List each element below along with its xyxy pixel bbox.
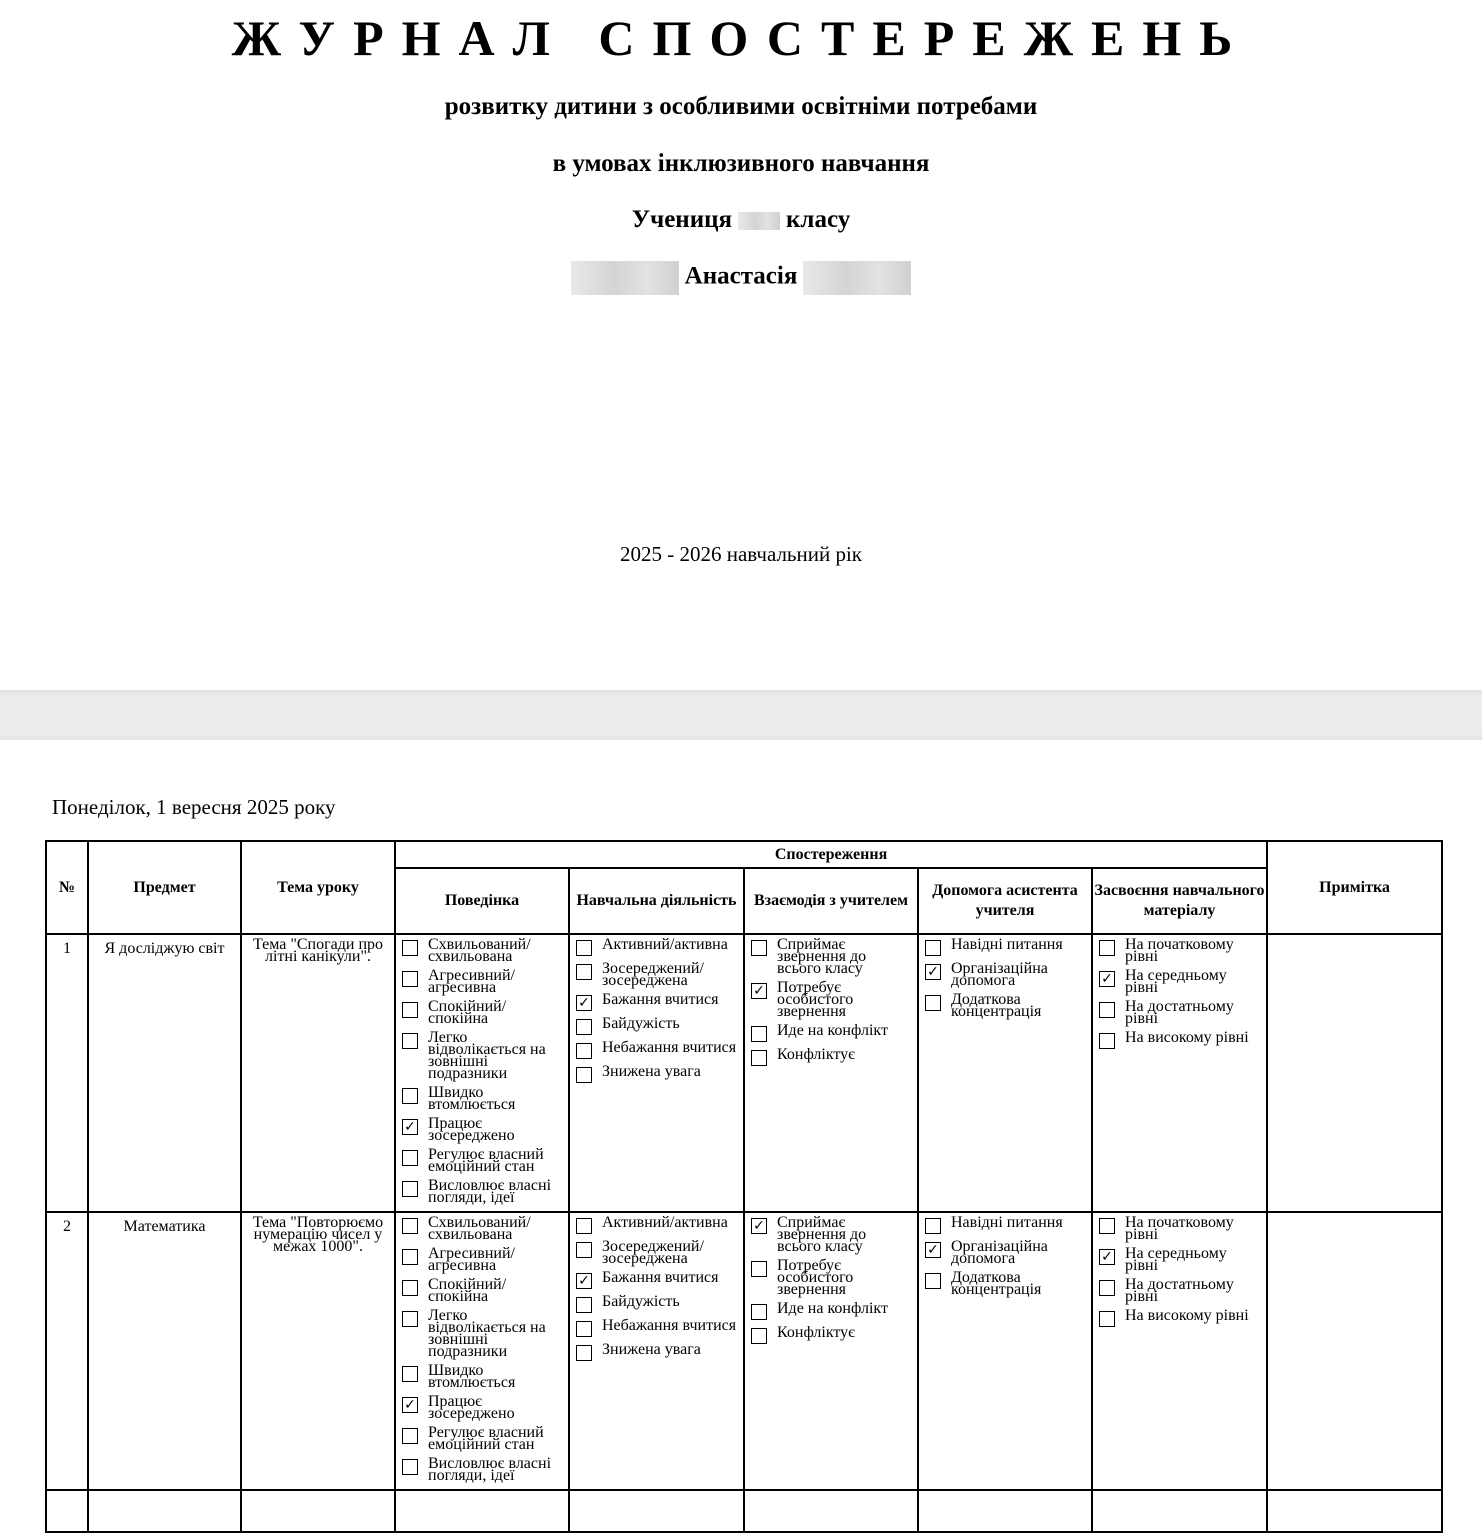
option-label: Сприймає звернення до всього класу [777,936,867,977]
checkbox-option[interactable] [1099,936,1260,965]
checkbox-option[interactable] [751,1257,911,1298]
cell-mastery [1092,934,1267,1212]
checked-checkbox-icon[interactable]: ✓ [751,1218,767,1234]
lesson-date: Понеділок, 1 вересня 2025 року [52,795,336,819]
checkbox-option[interactable] [576,1341,737,1361]
option-label: Знижена увага [602,1341,701,1358]
row-number: 1 [46,934,88,1212]
checkbox-option[interactable] [402,1424,562,1453]
checkbox-option[interactable] [402,1214,562,1243]
empty-checkbox-icon[interactable] [576,1297,592,1313]
option-label: Зосереджений/ зосереджена [602,960,704,989]
cell-behavior [395,1212,569,1490]
checkbox-option[interactable] [751,1022,911,1042]
subtitle-inclusive: в умовах інклюзивного навчання [552,150,930,177]
checked-checkbox-icon[interactable]: ✓ [1099,971,1115,987]
header-observations: Спостереження [395,841,1267,868]
option-label: На високому рівні [1125,1307,1249,1324]
option-label: Бажання вчитися [602,991,719,1008]
checkbox-option[interactable] [576,1063,737,1083]
empty-checkbox-icon[interactable] [576,1345,592,1361]
option-label: Небажання вчитися [602,1317,737,1334]
cell-mastery [1092,1212,1267,1490]
empty-checkbox-icon[interactable] [402,1311,418,1327]
checkbox-option[interactable] [576,1039,737,1059]
redacted-surname [571,261,679,295]
row-subject: Математика [88,1212,241,1490]
clipped-cell [1267,1490,1442,1532]
header-interaction: Взаємодія з учителем [744,868,918,934]
empty-checkbox-icon[interactable] [925,1273,941,1289]
table-row-clipped [46,1490,1442,1532]
checked-checkbox-icon[interactable]: ✓ [576,1273,592,1289]
empty-checkbox-icon[interactable] [402,1150,418,1166]
header-learning: Навчальна діяльність [569,868,744,934]
option-label: На достатньому рівні [1125,998,1234,1027]
row-topic: Тема "Повторюємо нумерацію чисел у межах 1000". [241,1212,395,1490]
checkbox-option[interactable] [925,1214,1085,1234]
header-topic: Тема уроку [241,841,395,934]
header-num: № [46,841,88,934]
checkbox-option[interactable] [576,1238,737,1267]
cell-behavior [395,934,569,1212]
empty-checkbox-icon[interactable] [925,1218,941,1234]
school-year: 2025 - 2026 навчальний рік [619,542,863,566]
option-label: Бажання вчитися [602,1269,719,1286]
clipped-cell [918,1490,1092,1532]
empty-checkbox-icon[interactable] [402,1428,418,1444]
option-label: Працює зосереджено [428,1393,515,1422]
checkbox-option[interactable] [925,1238,1085,1267]
checkbox-option[interactable] [925,991,1085,1020]
checkbox-option[interactable] [925,960,1085,989]
checked-checkbox-icon[interactable]: ✓ [402,1397,418,1413]
option-label: Небажання вчитися [602,1039,737,1056]
empty-checkbox-icon[interactable] [925,995,941,1011]
checkbox-option[interactable] [402,1245,562,1274]
option-label: Зосереджений/ зосереджена [602,1238,704,1267]
empty-checkbox-icon[interactable] [402,1459,418,1475]
table-row [46,1212,1442,1490]
student-suffix: класу [786,206,851,233]
empty-checkbox-icon[interactable] [1099,1311,1115,1327]
option-label: Працює зосереджено [428,1115,515,1144]
option-label: Організаційна допомога [951,1238,1048,1267]
checkbox-option[interactable] [925,936,1085,956]
checkbox-option[interactable] [402,1362,562,1391]
checkbox-option[interactable] [751,936,911,977]
checkbox-option[interactable] [1099,1276,1260,1305]
header-assistant: Допомога асистента учителя [918,868,1092,934]
empty-checkbox-icon[interactable] [751,1026,767,1042]
student-name: Анастасія [684,262,798,290]
option-label: Сприймає звернення до всього класу [777,1214,867,1255]
option-label: Додаткова концентрація [951,1269,1042,1298]
option-label: Спокійний/ спокійна [428,1276,507,1305]
empty-checkbox-icon[interactable] [751,1304,767,1320]
empty-checkbox-icon[interactable] [1099,1002,1115,1018]
page-separator [0,690,1482,740]
checkbox-option[interactable] [1099,1029,1260,1049]
observation-table [45,840,1443,1533]
empty-checkbox-icon[interactable] [576,1019,592,1035]
student-class-line [0,205,1482,235]
empty-checkbox-icon[interactable] [576,940,592,956]
redacted-patronymic [803,261,911,295]
row-subject: Я досліджую світ [88,934,241,1212]
empty-checkbox-icon[interactable] [925,940,941,956]
row-note [1267,1212,1442,1490]
clipped-cell [46,1490,88,1532]
checkbox-option[interactable] [576,1214,737,1234]
empty-checkbox-icon[interactable] [402,1088,418,1104]
checkbox-option[interactable] [576,1317,737,1337]
empty-checkbox-icon[interactable] [1099,1218,1115,1234]
empty-checkbox-icon[interactable] [1099,1033,1115,1049]
empty-checkbox-icon[interactable] [751,1328,767,1344]
row-note [1267,934,1442,1212]
empty-checkbox-icon[interactable] [1099,1280,1115,1296]
clipped-cell [88,1490,241,1532]
checkbox-option[interactable] [751,1214,911,1255]
checkbox-option[interactable] [751,979,911,1020]
option-label: Регулює власний емоційний стан [428,1146,544,1175]
checkbox-option[interactable] [576,991,737,1011]
empty-checkbox-icon[interactable] [576,1242,592,1258]
option-label: На середньому рівні [1125,1245,1227,1274]
empty-checkbox-icon[interactable] [576,1321,592,1337]
empty-checkbox-icon[interactable] [576,1043,592,1059]
checked-checkbox-icon[interactable]: ✓ [925,1242,941,1258]
option-label: Знижена увага [602,1063,701,1080]
option-label: На початковому рівні [1125,1214,1234,1243]
checked-checkbox-icon[interactable]: ✓ [751,983,767,999]
option-label: Навідні питання [951,1214,1063,1231]
option-label: Легко відволікається на зовнішні подразники [428,1029,546,1082]
option-label: Висловлює власні погляди, ідеї [428,1455,552,1484]
checkbox-option[interactable] [576,1293,737,1313]
checkbox-option[interactable] [402,1393,562,1422]
checkbox-option[interactable] [402,1146,562,1175]
option-label: Конфліктує [777,1046,856,1063]
row-number: 2 [46,1212,88,1490]
checkbox-option[interactable] [576,936,737,956]
checkbox-option[interactable] [402,1177,562,1206]
option-label: Иде на конфлікт [777,1300,888,1317]
cell-learning [569,934,744,1212]
cell-assistant [918,1212,1092,1490]
option-label: Агресивний/ агресивна [428,967,515,996]
redacted-class [738,212,780,230]
checkbox-option[interactable] [1099,1214,1260,1243]
empty-checkbox-icon[interactable] [751,1261,767,1277]
checkbox-option[interactable] [751,1324,911,1344]
checkbox-option[interactable] [751,1046,911,1066]
option-label: Потребує особистого звернення [777,979,854,1020]
cell-assistant [918,934,1092,1212]
checkbox-option[interactable] [576,960,737,989]
option-label: Організаційна допомога [951,960,1048,989]
option-label: Иде на конфлікт [777,1022,888,1039]
row-topic: Тема "Спогади про літні канікули". [241,934,395,1212]
checkbox-option[interactable] [1099,998,1260,1027]
checkbox-option[interactable] [402,998,562,1027]
student-name-line [0,261,1482,295]
option-label: На достатньому рівні [1125,1276,1234,1305]
checkbox-option[interactable] [402,967,562,996]
empty-checkbox-icon[interactable] [402,1218,418,1234]
checkbox-option[interactable] [1099,1245,1260,1274]
checkbox-option[interactable] [402,1307,562,1360]
cell-interaction [744,934,918,1212]
option-label: Легко відволікається на зовнішні подразники [428,1307,546,1360]
empty-checkbox-icon[interactable] [402,940,418,956]
checkbox-option[interactable] [402,1115,562,1144]
option-label: Активний/активна [602,1214,728,1231]
clipped-cell [241,1490,395,1532]
option-label: Швидко втомлюється [428,1362,516,1391]
option-label: Активний/активна [602,936,728,953]
option-label: На початковому рівні [1125,936,1234,965]
checkbox-option[interactable] [576,1015,737,1035]
option-label: На середньому рівні [1125,967,1227,996]
journal-page [0,740,1482,1484]
empty-checkbox-icon[interactable] [402,1280,418,1296]
clipped-cell [569,1490,744,1532]
checkbox-option[interactable] [402,1276,562,1305]
option-label: Потребує особистого звернення [777,1257,854,1298]
cell-interaction [744,1212,918,1490]
checked-checkbox-icon[interactable]: ✓ [1099,1249,1115,1265]
header-mastery: Засвоєння навчального матеріалу [1092,868,1267,934]
empty-checkbox-icon[interactable] [1099,940,1115,956]
empty-checkbox-icon[interactable] [402,1366,418,1382]
empty-checkbox-icon[interactable] [402,971,418,987]
checked-checkbox-icon[interactable]: ✓ [576,995,592,1011]
option-label: Агресивний/ агресивна [428,1245,515,1274]
checkbox-option[interactable] [576,1269,737,1289]
cell-learning [569,1212,744,1490]
option-label: Байдужість [602,1293,680,1310]
header-note: Примітка [1267,841,1442,934]
option-label: Регулює власний емоційний стан [428,1424,544,1453]
student-prefix: Учениця [631,206,733,233]
option-label: Додаткова концентрація [951,991,1042,1020]
checkbox-option[interactable] [402,1029,562,1082]
checkbox-option[interactable] [1099,1307,1260,1327]
option-label: Байдужість [602,1015,680,1032]
checkbox-option[interactable] [751,1300,911,1320]
table-row [46,934,1442,1212]
cover-page [0,0,1482,690]
option-label: Швидко втомлюється [428,1084,516,1113]
header-subject: Предмет [88,841,241,934]
clipped-cell [1092,1490,1267,1532]
option-label: Висловлює власні погляди, ідеї [428,1177,552,1206]
empty-checkbox-icon[interactable] [402,1033,418,1049]
empty-checkbox-icon[interactable] [402,1002,418,1018]
checkbox-option[interactable] [402,936,562,965]
empty-checkbox-icon[interactable] [402,1181,418,1197]
empty-checkbox-icon[interactable] [576,1218,592,1234]
empty-checkbox-icon[interactable] [751,1050,767,1066]
empty-checkbox-icon[interactable] [402,1249,418,1265]
option-label: Схвильований/ схвильована [428,1214,531,1243]
subtitle-development: розвитку дитини з особливими освітніми потребами [444,93,1038,120]
checkbox-option[interactable] [1099,967,1260,996]
empty-checkbox-icon[interactable] [576,1067,592,1083]
clipped-cell [744,1490,918,1532]
clipped-cell [395,1490,569,1532]
option-label: Конфліктує [777,1324,856,1341]
option-label: Спокійний/ спокійна [428,998,507,1027]
checked-checkbox-icon[interactable]: ✓ [925,964,941,980]
checked-checkbox-icon[interactable]: ✓ [402,1119,418,1135]
option-label: На високому рівні [1125,1029,1249,1046]
checkbox-option[interactable] [402,1455,562,1484]
option-label: Схвильований/ схвильована [428,936,531,965]
empty-checkbox-icon[interactable] [576,964,592,980]
empty-checkbox-icon[interactable] [751,940,767,956]
header-behavior: Поведінка [395,868,569,934]
checkbox-option[interactable] [402,1084,562,1113]
journal-title: ЖУРНАЛ СПОСТЕРЕЖЕНЬ [231,10,1251,66]
option-label: Навідні питання [951,936,1063,953]
checkbox-option[interactable] [925,1269,1085,1298]
